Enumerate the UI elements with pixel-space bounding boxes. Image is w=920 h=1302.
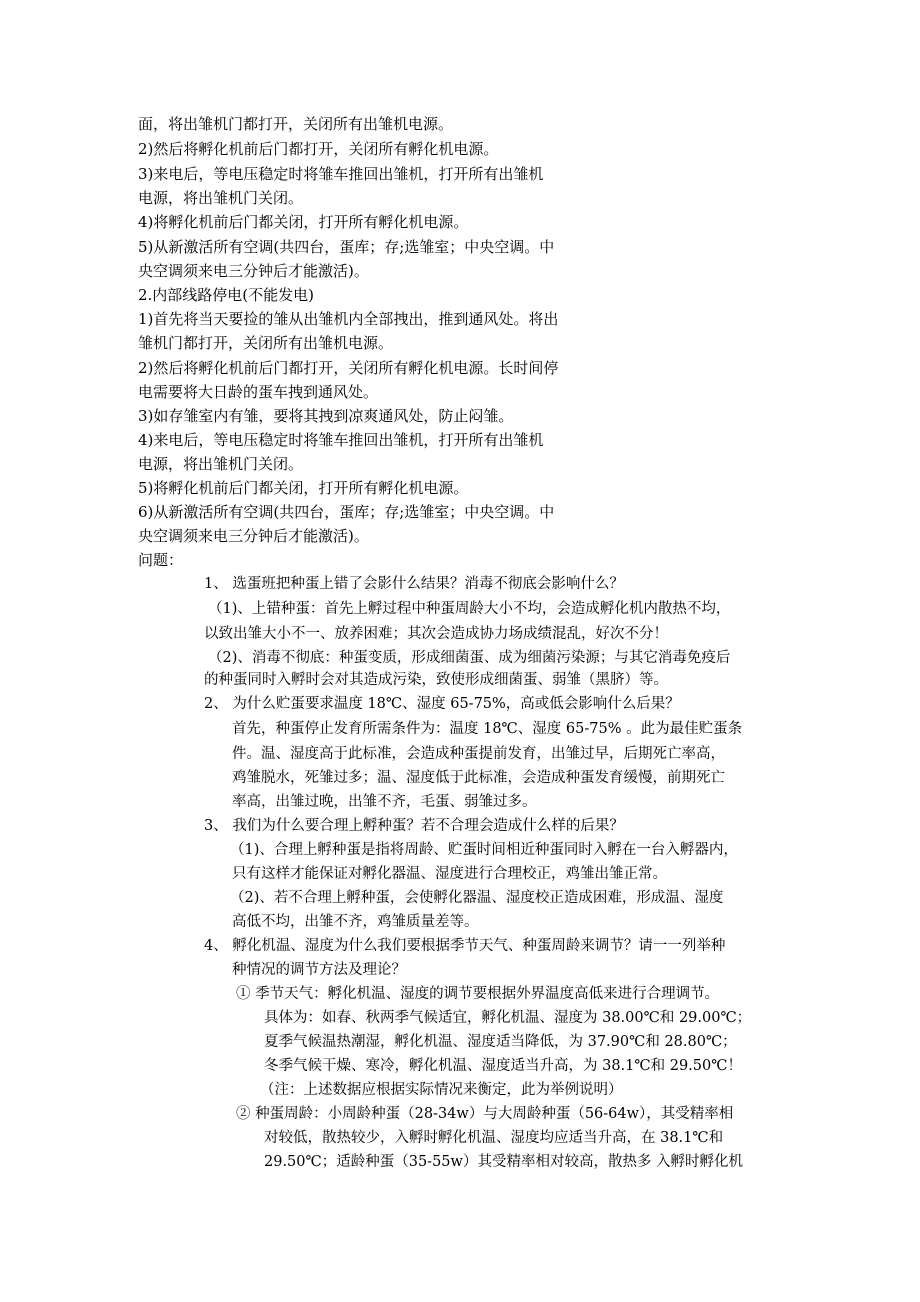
text-line: 雏机门都打开，关闭所有出雏机电源。 [138, 334, 394, 352]
answer-line: （2)、若不合理上孵种蛋，会使孵化器温、湿度校正造成困难，形成温、湿度 [230, 890, 724, 906]
text-line: 4)将孵化机前后门都关闭，打开所有孵化机电源。 [138, 213, 469, 231]
text-line: 2)然后将孵化机前后门都打开，关闭所有孵化机电源。 [138, 140, 499, 158]
list-item-age: ② 种蛋周龄：小周龄种蛋（28-34w）与大周龄种蛋（56-64w），其受精率相 [236, 1106, 734, 1122]
answer-line: （1)、合理上孵种蛋是指将周龄、贮蛋时间相近种蛋同时入孵在一台入孵器内， [230, 842, 738, 858]
answer-line: 件。温、湿度高于此标准，会造成种蛋提前发育，出雏过早，后期死亡率高， [232, 746, 725, 762]
text-line: 面，将出雏机门都打开，关闭所有出雏机电源。 [138, 115, 454, 133]
note-line: （注：上述数据应根据实际情况来衡定，此为举例说明） [260, 1082, 623, 1098]
text-line: 电源，将出雏机门关闭。 [138, 455, 304, 473]
answer-line: 高低不均，出雏不齐，鸡雏质量差等。 [232, 914, 479, 930]
answer-line: 鸡雏脱水，死雏过多；温、湿度低于此标准，会造成种蛋发育缓慢，前期死亡 [232, 770, 725, 786]
text-line: 3)如存雏室内有雏，要将其拽到凉爽通风处，防止闷雏。 [138, 407, 514, 425]
answer-line: （1)、上错种蛋：首先上孵过程中种蛋周龄大小不均，会造成孵化机内散热不均， [208, 601, 731, 617]
text-line: 5)将孵化机前后门都关闭，打开所有孵化机电源。 [138, 479, 469, 497]
text-line: 电源，将出雏机门关闭。 [138, 189, 304, 207]
text-line: 1)首先将当天要捡的雏从出雏机内全部拽出，推到通风处。将出 [138, 310, 559, 328]
question-2: 2、 为什么贮蛋要求温度 18℃、湿度 65-75%，高或低会影响什么后果？ [204, 696, 680, 712]
questions-heading: 问题： [138, 551, 184, 569]
question-3: 3、 我们为什么要合理上孵种蛋？若不合理会造成什么样的后果？ [204, 818, 624, 834]
text-line: 央空调须来电三分钟后才能激活)。 [138, 527, 369, 545]
answer-line: 对较低，散热较少，入孵时孵化机温、湿度均应适当升高，在 38.1℃和 [264, 1130, 724, 1146]
text-line: 央空调须来电三分钟后才能激活)。 [138, 262, 369, 280]
text-line: 3)来电后，等电压稳定时将雏车推回出雏机，打开所有出雏机 [138, 165, 544, 183]
answer-line: 具体为：如春、秋两季气候适宜，孵化机温、湿度为 38.00℃和 29.00℃； [264, 1010, 752, 1026]
text-line: 4)来电后，等电压稳定时将雏车推回出雏机，打开所有出雏机 [138, 431, 544, 449]
answer-line: 率高，出雏过晚，出雏不齐，毛蛋、弱雏过多。 [232, 794, 537, 810]
text-line: 6)从新激活所有空调(共四台，蛋库；存;选雏室；中央空调。中 [138, 503, 555, 521]
answer-line: 首先，种蛋停止发育所需条件为：温度 18℃、湿度 65-75% 。此为最佳贮蛋条 [232, 721, 743, 737]
section-heading: 2.内部线路停电(不能发电) [138, 286, 315, 304]
answer-line: 冬季气候干燥、寒冷，孵化机温、湿度适当升高，为 38.1℃和 29.50℃！ [264, 1058, 742, 1074]
list-item-season: ① 季节天气：孵化机温、湿度的调节要根据外界温度高低来进行合理调节。 [236, 986, 720, 1002]
answer-line: 以致出雏大小不一、放养困难；其次会造成协力场成绩混乱，好次不分！ [204, 626, 668, 642]
text-line: 2)然后将孵化机前后门都打开，关闭所有孵化机电源。长时间停 [138, 359, 559, 377]
question-4: 4、 孵化机温、湿度为什么我们要根据季节天气、种蛋周龄来调节？请一一列举种 [204, 938, 726, 954]
text-line: 电需要将大日龄的蛋车拽到通风处。 [138, 383, 379, 401]
question-4-cont: 种情况的调节方法及理论？ [232, 962, 406, 978]
answer-line: 只有这样才能保证对孵化器温、湿度进行合理校正，鸡雏出雏正常。 [232, 866, 667, 882]
question-1: 1、 选蛋班把种蛋上错了会影什么结果？消毒不彻底会影响什么？ [204, 576, 624, 592]
answer-line: 夏季气候温热潮湿，孵化机温、湿度适当降低，为 37.90℃和 28.80℃； [264, 1034, 737, 1050]
answer-line: 的种蛋同时入孵时会对其造成污染，致使形成细菌蛋、弱雏（黑脐）等。 [204, 672, 668, 688]
text-line: 5)从新激活所有空调(共四台，蛋库；存;选雏室；中央空调。中 [138, 238, 555, 256]
answer-line: （2)、消毒不彻底：种蛋变质，形成细菌蛋、成为细菌污染源；与其它消毒免疫后 [208, 650, 731, 666]
answer-line: 29.50℃；适龄种蛋（35-55w）其受精率相对较高，散热多 入孵时孵化机 [264, 1154, 744, 1170]
